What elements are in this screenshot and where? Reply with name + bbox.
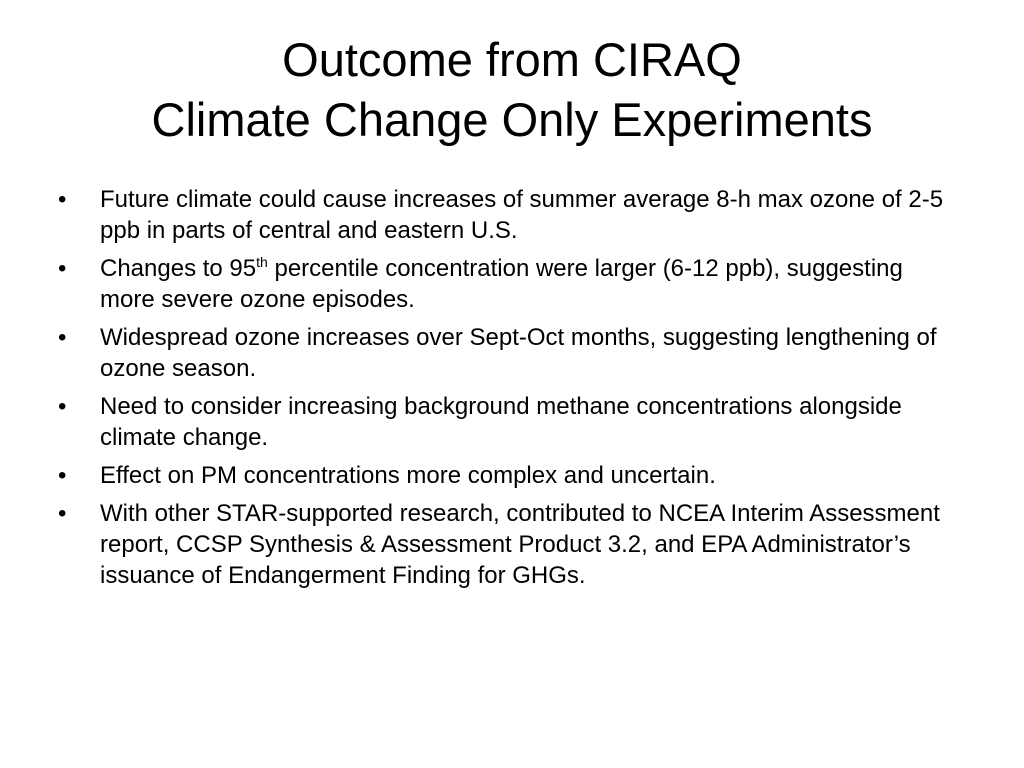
bullet-text-before: Changes to 95 xyxy=(100,255,257,282)
slide-title xyxy=(40,30,984,150)
title-line-2: Climate Change Only Experiments xyxy=(151,93,873,146)
bullet-text-after: percentile concentration were larger (6-12 ppb), suggesting more severe ozone episodes. xyxy=(100,255,903,313)
bullet-list xyxy=(58,184,958,598)
bullet-item-sept-oct xyxy=(58,322,958,384)
bullet-item-pm xyxy=(58,460,958,491)
bullet-marker: • xyxy=(58,462,67,489)
bullet-text: Effect on PM concentrations more complex and uncertain. xyxy=(100,462,716,489)
bullet-item-methane xyxy=(58,391,958,453)
bullet-text: Future climate could cause increases of summer average 8-h max ozone of 2-5 ppb in parts of central and eastern U.S. xyxy=(100,186,944,244)
bullet-item-95th-percentile xyxy=(58,253,958,315)
bullet-text: Widespread ozone increases over Sept-Oct months, suggesting lengthening of ozone season. xyxy=(100,324,937,382)
bullet-marker: • xyxy=(58,393,67,420)
bullet-item-future-climate xyxy=(58,184,958,246)
bullet-marker: • xyxy=(58,255,67,282)
title-line-1: Outcome from CIRAQ xyxy=(282,33,742,86)
ordinal-superscript: th xyxy=(256,254,268,270)
bullet-text: With other STAR-supported research, contributed to NCEA Interim Assessment report, CCSP Synthesis & Assessment Product 3.2, and EPA Administrator’s issuance of Endangerment Finding for GHGs. xyxy=(100,500,940,589)
bullet-text: Need to consider increasing background methane concentrations alongside climate change. xyxy=(100,393,902,451)
bullet-marker: • xyxy=(58,186,67,213)
bullet-marker: • xyxy=(58,500,67,527)
bullet-item-star-research xyxy=(58,498,958,591)
bullet-marker: • xyxy=(58,324,67,351)
